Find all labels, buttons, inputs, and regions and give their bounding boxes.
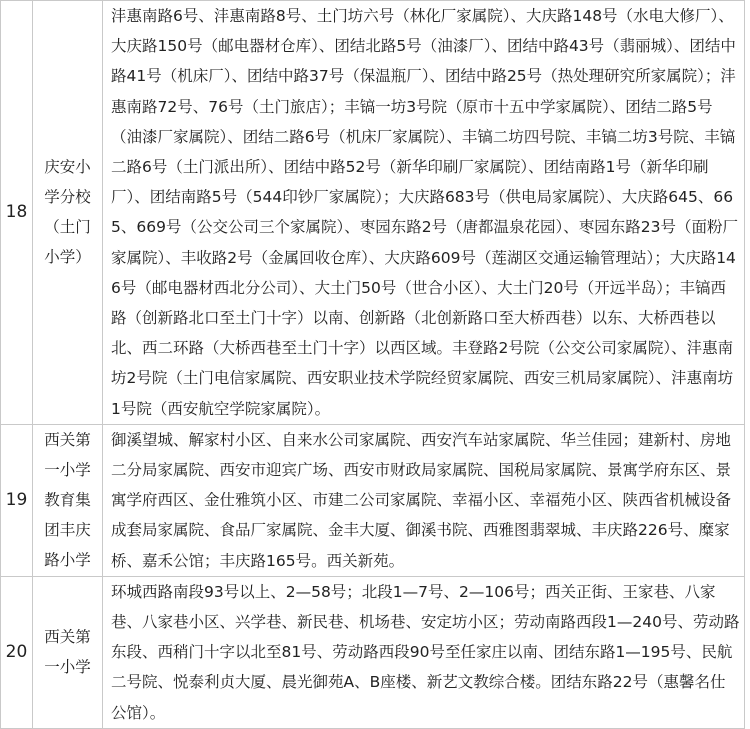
table-row	[1, 1, 745, 425]
table-row	[1, 424, 745, 576]
enrollment-area: 环城西路南段93号以上、2—58号；北段1—7号、2—106号；西关正街、王家巷、八家巷、八家巷小区、兴学巷、新民巷、机场巷、安定坊小区；劳动南路西段1—240号、劳动路东段、西稍门十字以北至81号、劳动路西段90号至任家庄以南、团结东路1—195号、民航二号院、悦泰利贞大厦、晨光御苑A、B座楼、新艺文教综合楼。团结东路22号（惠馨名仕公馆）。	[103, 576, 745, 728]
row-number: 20	[1, 576, 33, 728]
school-name: 西关第一小学教育集团丰庆路小学	[33, 424, 103, 576]
school-name: 庆安小学分校（土门小学）	[33, 1, 103, 425]
row-number: 18	[1, 1, 33, 425]
enrollment-area: 御溪望城、解家村小区、自来水公司家属院、西安汽车站家属院、华兰佳园；建新村、房地二分局家属院、西安市迎宾广场、西安市财政局家属院、国税局家属院、景寓学府东区、景寓学府西区、金仕雅筑小区、市建二公司家属院、幸福小区、幸福苑小区、陕西省机械设备成套局家属院、食品厂家属院、金丰大厦、御溪书院、西雅图翡翠城、丰庆路226号、糜家桥、嘉禾公馆；丰庆路165号。西关新苑。	[103, 424, 745, 576]
row-number: 19	[1, 424, 33, 576]
school-name: 西关第一小学	[33, 576, 103, 728]
enrollment-area: 沣惠南路6号、沣惠南路8号、土门坊六号（林化厂家属院）、大庆路148号（水电大修厂）、大庆路150号（邮电器材仓库）、团结北路5号（油漆厂）、团结中路43号（翡丽城）、团结中路41号（机床厂）、团结中路37号（保温瓶厂）、团结中路25号（热处理研究所家属院）；沣惠南路72号、76号（土门旅店）；丰镐一坊3号院（原市十五中学家属院）、团结二路5号（油漆厂家属院）、团结二路6号（机床厂家属院）、丰镐二坊四号院、丰镐二坊3号院、丰镐二路6号（土门派出所）、团结中路52号（新华印刷厂家属院）、团结南路1号（新华印刷厂）、团结南路5号（544印钞厂家属院）；大庆路683号（供电局家属院）、大庆路645、665、669号（公交公司三个家属院）、枣园东路2号（唐都温泉花园）、枣园东路23号（面粉厂家属院）、丰收路2号（金属回收仓库）、大庆路609号（莲湖区交通运输管理站）；大庆路146号（邮电器材西北分公司）、大土门50号（世合小区）、大土门20号（开远半岛）；丰镐西路（创新路北口至土门十字）以南、创新路（北创新路口至大桥西巷）以东、大桥西巷以北、西二环路（大桥西巷至土门十字）以西区域。丰登路2号院（公交公司家属院）、沣惠南坊2号院（土门电信家属院、西安职业技术学院经贸家属院、西安三机局家属院）、沣惠南坊1号院（西安航空学院家属院）。	[103, 1, 745, 425]
